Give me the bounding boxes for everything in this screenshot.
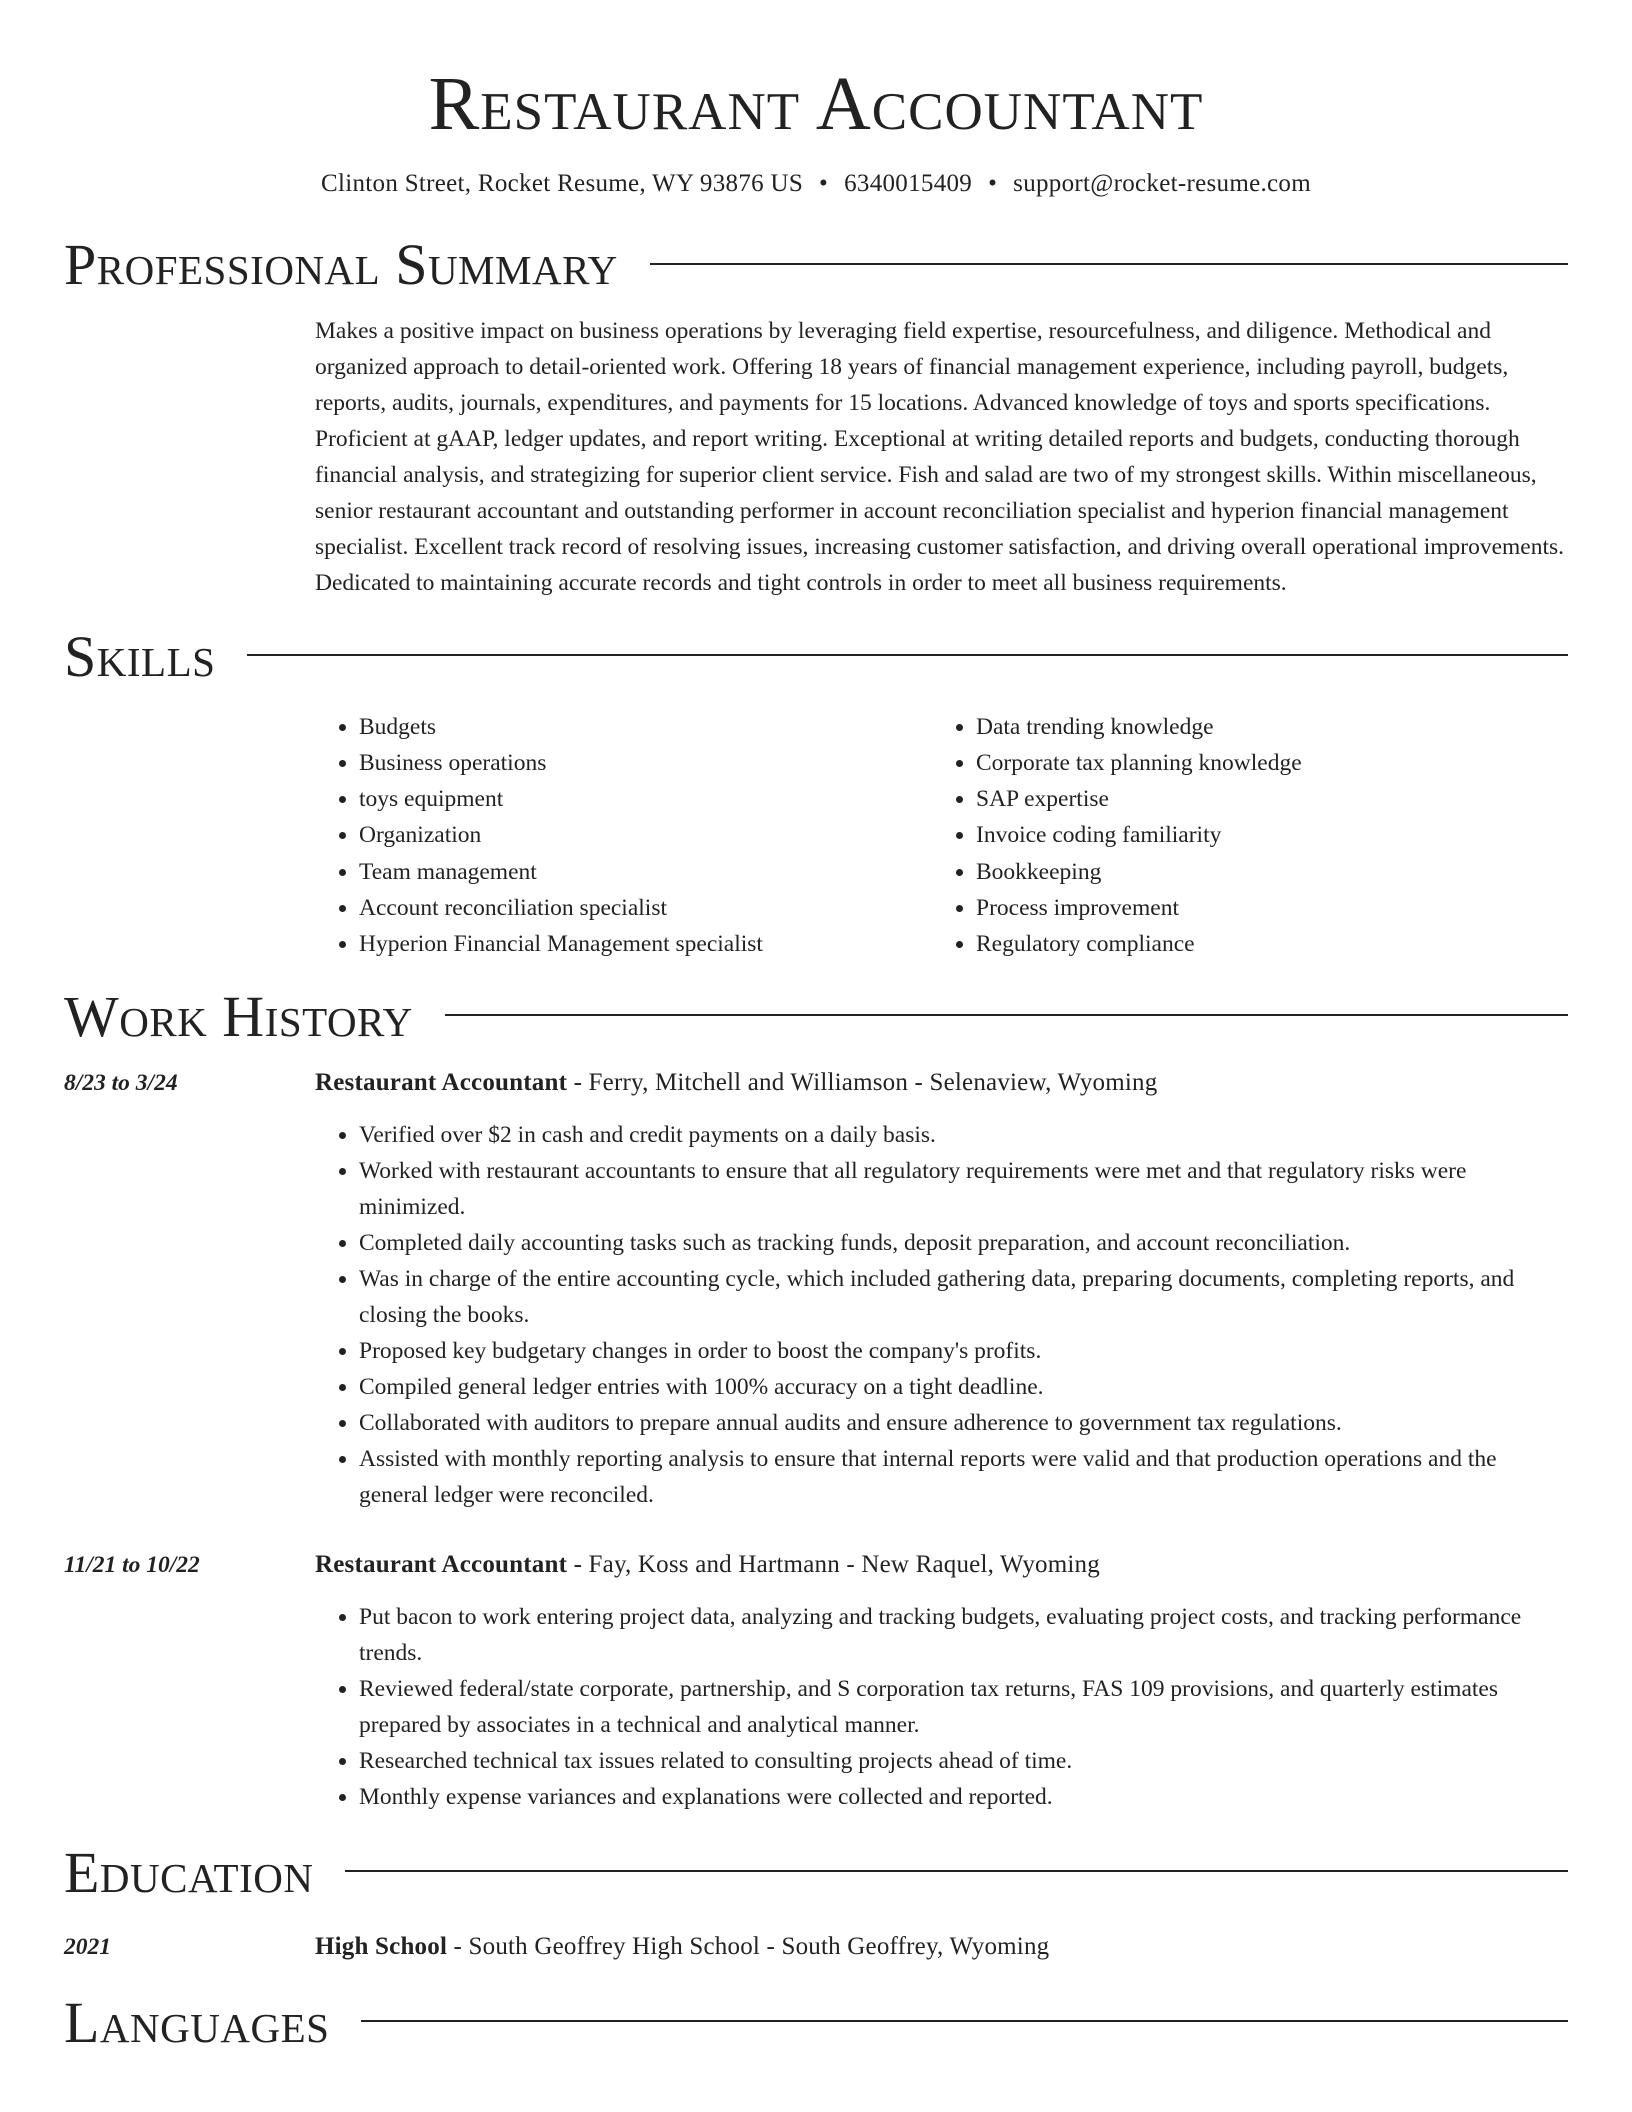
- summary-text: Makes a positive impact on business operations by leveraging field expertise, resourcefulness, and diligence. Methodical and organized approach to detail-oriented work. Offering 18 years of financial management experience, including payroll, budgets, reports, audits, journals, expenditures, and payments for 15 locations. Advanced knowledge of toys and sports specifications. Proficient at gAAP, ledger updates, and report writing. Exceptional at writing detailed reports and budgets, conducting thorough financial analysis, and strategizing for superior client service. Fish and salad are two of my strongest skills. Within miscellaneous, senior restaurant accountant and outstanding performer in account reconciliation specialist and hyperion financial management specialist. Excellent track record of resolving issues, increasing customer satisfaction, and driving overall operational improvements. Dedicated to maintaining accurate records and tight controls in order to meet all business requirements.: [315, 318, 1565, 596]
- job-bullet: • Was in charge of the entire accounting cycle, which included gathering data, preparing documents, completing reports, and closing the books.: [359, 1261, 1568, 1333]
- job-title: Restaurant Accountant: [315, 1068, 568, 1096]
- resume-title: Restaurant Accountant: [428, 62, 1204, 146]
- section-divider: [345, 1870, 1568, 1872]
- education-heading: Education: [64, 1839, 314, 1905]
- section-divider: [361, 2020, 1568, 2022]
- contact-separator: •: [819, 170, 829, 197]
- job-content: [315, 1065, 1568, 1513]
- skill-item: • Account reconciliation specialist: [359, 890, 932, 926]
- summary-heading: Professional Summary: [64, 232, 618, 297]
- skill-item: • Data trending knowledge: [976, 709, 1549, 745]
- job-employer: - Fay, Koss and Hartmann - New Raquel, Wyoming: [567, 1550, 1100, 1578]
- skill-item: • Team management: [359, 854, 932, 890]
- job-employer: - Ferry, Mitchell and Williamson - Selenaview, Wyoming: [567, 1068, 1158, 1096]
- languages-section-header: [64, 1991, 1568, 2055]
- job-entry: [64, 1547, 1568, 1815]
- job-bullet: • Reviewed federal/state corporate, partnership, and S corporation tax returns, FAS 109 provisions, and quarterly estimates prepared by associates in a technical and analytical manner.: [359, 1671, 1568, 1743]
- education-line: [315, 1929, 1568, 1965]
- skill-item: • Corporate tax planning knowledge: [976, 745, 1549, 781]
- job-bullet: • Worked with restaurant accountants to ensure that all regulatory requirements were met and that regulatory risks were minimized.: [359, 1153, 1568, 1225]
- education-section-header: [64, 1841, 1568, 1905]
- languages-heading: Languages: [64, 1989, 330, 2055]
- job-title: Restaurant Accountant: [315, 1550, 568, 1578]
- job-bullet: • Assisted with monthly reporting analysis to ensure that internal reports were valid and that production operations and the general ledger were reconciled.: [359, 1441, 1568, 1513]
- job-bullet: • Put bacon to work entering project data, analyzing and tracking budgets, evaluating project costs, and tracking performance trends.: [359, 1599, 1568, 1671]
- skills-heading: Skills: [64, 623, 216, 689]
- skill-item: • SAP expertise: [976, 781, 1549, 817]
- job-bullet: • Researched technical tax issues related to consulting projects ahead of time.: [359, 1743, 1568, 1779]
- skill-item: • Organization: [359, 817, 932, 853]
- section-divider: [445, 1014, 1568, 1016]
- skill-item: • Budgets: [359, 709, 932, 745]
- skills-list: [315, 709, 1568, 963]
- section-divider: [650, 263, 1568, 265]
- job-role-line: [315, 1065, 1568, 1101]
- job-bullets: [315, 1117, 1568, 1513]
- skill-item: • Business operations: [359, 745, 932, 781]
- contact-phone: 6340015409: [844, 170, 973, 197]
- skills-section-header: [64, 625, 1568, 689]
- education-school: - South Geoffrey High School - South Geoffrey, Wyoming: [447, 1932, 1050, 1960]
- skill-item: • Bookkeeping: [976, 854, 1549, 890]
- education-content: [315, 1929, 1568, 1965]
- education-year: 2021: [64, 1933, 111, 1960]
- resume-page: [64, 0, 1568, 2055]
- section-divider: [247, 654, 1568, 656]
- job-bullet: • Verified over $2 in cash and credit payments on a daily basis.: [359, 1117, 1568, 1153]
- job-bullet: • Monthly expense variances and explanations were collected and reported.: [359, 1779, 1568, 1815]
- contact-address: Clinton Street, Rocket Resume, WY 93876 US: [321, 170, 804, 197]
- skill-item: • Process improvement: [976, 890, 1549, 926]
- job-bullet: • Completed daily accounting tasks such as tracking funds, deposit preparation, and account reconciliation.: [359, 1225, 1568, 1261]
- skill-item: • toys equipment: [359, 781, 932, 817]
- skill-item: • Regulatory compliance: [976, 926, 1549, 962]
- work-heading: Work History: [64, 983, 413, 1049]
- job-content: [315, 1547, 1568, 1815]
- contact-line: [64, 167, 1568, 201]
- skill-item: • Invoice coding familiarity: [976, 817, 1549, 853]
- job-entry: [64, 1065, 1568, 1513]
- job-bullets: [315, 1599, 1568, 1815]
- job-dates: 8/23 to 3/24: [64, 1069, 178, 1096]
- job-role-line: [315, 1547, 1568, 1583]
- contact-separator: •: [988, 170, 998, 197]
- skills-column-right: [932, 709, 1549, 963]
- summary-section-header: [64, 233, 1568, 297]
- education-entry: [64, 1929, 1568, 1965]
- job-bullet: • Compiled general ledger entries with 100% accuracy on a tight deadline.: [359, 1369, 1568, 1405]
- work-section-header: [64, 985, 1568, 1049]
- skills-column-left: [315, 709, 932, 963]
- education-degree: High School: [315, 1932, 448, 1960]
- job-bullet: • Proposed key budgetary changes in order to boost the company's profits.: [359, 1333, 1568, 1369]
- skill-item: • Hyperion Financial Management specialist: [359, 926, 932, 962]
- job-dates: 11/21 to 10/22: [64, 1551, 200, 1578]
- contact-email: support@rocket-resume.com: [1013, 170, 1311, 197]
- job-bullet: • Collaborated with auditors to prepare annual audits and ensure adherence to government tax regulations.: [359, 1405, 1568, 1441]
